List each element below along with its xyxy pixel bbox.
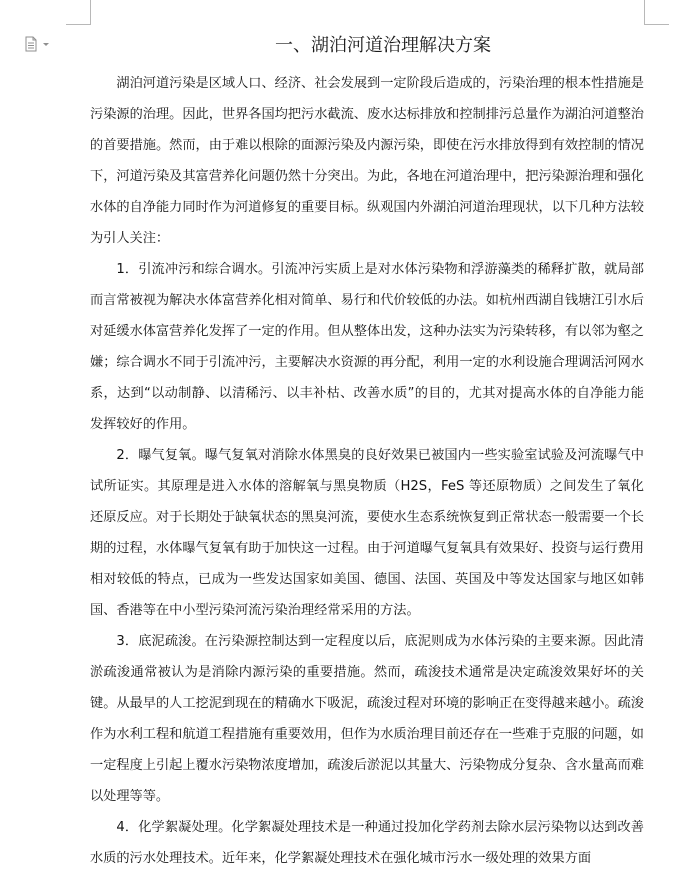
crop-mark-top-right-horizontal: [644, 24, 669, 25]
paragraph-method-2: 2．曝气复氧。曝气复氧对消除水体黑臭的良好效果已被国内一些实验室试验及河流曝气中试所证实。其原理是进入水体的溶解氧与黑臭物质（H2S，FeS 等还原物质）之间发生了氧化还原反应。对于长期处于缺氧状态的黑臭河流，要使水生态系统恢复到正常状态一般需要一个长期的过程，水体曝气复氧有助于加快这一过程。由于河道曝气复氧具有效果好、投资与运行费用相对较低的特点，已成为一些发达国家如美国、德国、法国、英国及中等发达国家与地区如韩国、香港等在中小型污染河流污染治理经常采用的方法。: [90, 448, 644, 618]
page-title: 一、湖泊河道治理解决方案: [275, 35, 491, 56]
crop-mark-top-right-vertical: [644, 0, 645, 24]
paragraph-method-4: 4．化学絮凝处理。化学絮凝处理技术是一种通过投加化学药剂去除水层污染物以达到改善水质的污水处理技术。近年来，化学絮凝处理技术在强化城市污水一级处理的效果方面: [90, 820, 644, 866]
paragraph-intro: 湖泊河道污染是区域人口、经济、社会发展到一定阶段后造成的，污染治理的根本性措施是污染源的治理。因此，世界各国均把污水截流、废水达标排放和控制排污总量作为湖泊河道整治的首要措施。然而，由于难以根除的面源污染及内源污染，即使在污水排放得到有效控制的情况下，河道污染及其富营养化问题仍然十分突出。为此，各地在河道治理中，把污染源治理和强化水体的自净能力同时作为河道修复的重要目标。纵观国内外湖泊河道治理现状，以下几种方法较为引人关注：: [90, 76, 644, 246]
paragraph-method-1: 1．引流冲污和综合调水。引流冲污实质上是对水体污染物和浮游藻类的稀释扩散，就局部而言常被视为解决水体富营养化相对简单、易行和代价较低的办法。如杭州西湖自钱塘江引水后对延缓水体富营养化发挥了一定的作用。但从整体出发，这种办法实为污染转移，有以邻为壑之嫌；综合调水不同于引流冲污，主要解决水资源的再分配，利用一定的水利设施合理调活河网水系，达到“以动制静、以清稀污、以丰补枯、改善水质”的目的，尤其对提高水体的自净能力能发挥较好的作用。: [90, 262, 644, 432]
crop-mark-top-left-horizontal: [66, 24, 91, 25]
crop-mark-top-left-vertical: [90, 0, 91, 24]
paragraph-method-3: 3．底泥疏浚。在污染源控制达到一定程度以后，底泥则成为水体污染的主要来源。因此清淤疏浚通常被认为是消除内源污染的重要措施。然而，疏浚技术通常是决定疏浚效果好坏的关键。从最早的人工挖泥到现在的精确水下吸泥，疏浚过程对环境的影响正在变得越来越小。疏浚作为水利工程和航道工程措施有重要效用，但作为水质治理目前还存在一些难于克服的问题，如一定程度上引起上覆水污染物浓度增加，疏浚后淤泥以其量大、污染物成分复杂、含水量高而难以处理等等。: [90, 634, 644, 804]
